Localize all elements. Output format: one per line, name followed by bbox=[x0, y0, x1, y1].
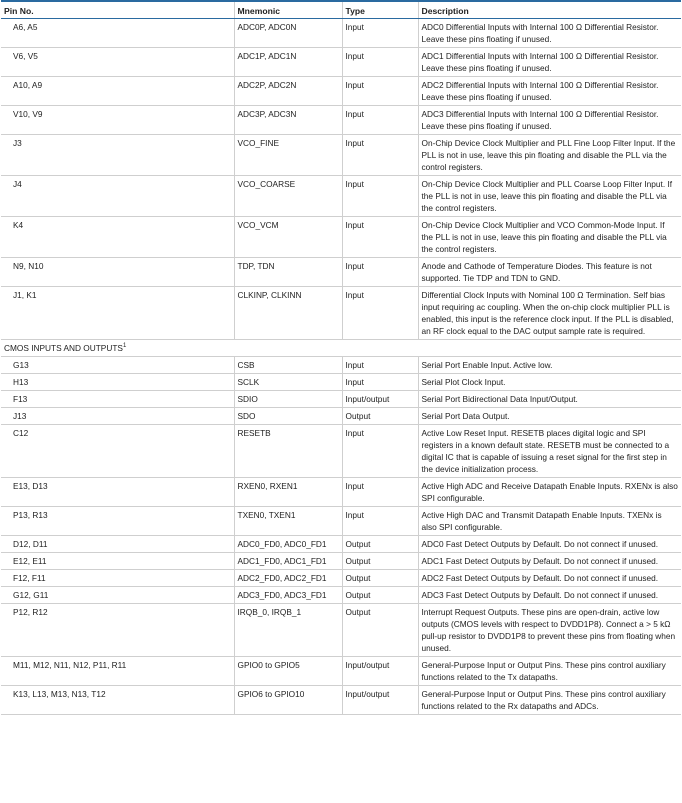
pin-cell: F13 bbox=[1, 391, 234, 408]
type-cell: Output bbox=[342, 536, 418, 553]
header-pin-no: Pin No. bbox=[1, 1, 234, 19]
section-footnote: 1 bbox=[122, 343, 127, 349]
type-cell: Input bbox=[342, 357, 418, 374]
mnemonic-cell: SCLK bbox=[234, 374, 342, 391]
type-cell: Input/output bbox=[342, 391, 418, 408]
mnemonic-cell: VCO_FINE bbox=[234, 135, 342, 176]
mnemonic-cell: ADC1P, ADC1N bbox=[234, 48, 342, 77]
table-row bbox=[1, 686, 681, 715]
table-row bbox=[1, 391, 681, 408]
type-cell: Input/output bbox=[342, 686, 418, 715]
table-row bbox=[1, 374, 681, 391]
mnemonic-cell: TXEN0, TXEN1 bbox=[234, 507, 342, 536]
description-cell: ADC3 Fast Detect Outputs by Default. Do not connect if unused. bbox=[418, 587, 681, 604]
mnemonic-cell: RXEN0, RXEN1 bbox=[234, 478, 342, 507]
pin-cell: K4 bbox=[1, 217, 234, 258]
description-cell: ADC3 Differential Inputs with Internal 100 Ω Differential Resistor. Leave these pins floating if unused. bbox=[418, 106, 681, 135]
mnemonic-cell: GPIO0 to GPIO5 bbox=[234, 657, 342, 686]
section-title bbox=[1, 340, 681, 357]
mnemonic-cell: RESETB bbox=[234, 425, 342, 478]
table-row bbox=[1, 478, 681, 507]
table-row bbox=[1, 425, 681, 478]
description-cell: Active High DAC and Transmit Datapath Enable Inputs. TXENx is also SPI configurable. bbox=[418, 507, 681, 536]
description-cell: On-Chip Device Clock Multiplier and PLL Coarse Loop Filter Input. If the PLL is not in use, leave this pin floating and disable the PLL via the control registers. bbox=[418, 176, 681, 217]
table-row bbox=[1, 106, 681, 135]
type-cell: Input bbox=[342, 19, 418, 48]
type-cell: Input bbox=[342, 77, 418, 106]
table-row bbox=[1, 587, 681, 604]
table-row bbox=[1, 48, 681, 77]
type-cell: Output bbox=[342, 604, 418, 657]
pin-cell: A6, A5 bbox=[1, 19, 234, 48]
mnemonic-cell: IRQB_0, IRQB_1 bbox=[234, 604, 342, 657]
section-title-text: CMOS INPUTS AND OUTPUTS bbox=[4, 343, 123, 353]
table-row bbox=[1, 357, 681, 374]
table-row bbox=[1, 217, 681, 258]
type-cell: Input bbox=[342, 258, 418, 287]
pin-cell: V10, V9 bbox=[1, 106, 234, 135]
description-cell: ADC0 Differential Inputs with Internal 100 Ω Differential Resistor. Leave these pins floating if unused. bbox=[418, 19, 681, 48]
table-row bbox=[1, 604, 681, 657]
description-cell: Active High ADC and Receive Datapath Enable Inputs. RXENx is also SPI configurable. bbox=[418, 478, 681, 507]
description-cell: Serial Port Enable Input. Active low. bbox=[418, 357, 681, 374]
description-cell: ADC2 Fast Detect Outputs by Default. Do not connect if unused. bbox=[418, 570, 681, 587]
pin-cell: D12, D11 bbox=[1, 536, 234, 553]
pin-cell: E12, E11 bbox=[1, 553, 234, 570]
description-cell: ADC1 Differential Inputs with Internal 100 Ω Differential Resistor. Leave these pins floating if unused. bbox=[418, 48, 681, 77]
type-cell: Output bbox=[342, 587, 418, 604]
pin-cell: H13 bbox=[1, 374, 234, 391]
table-row bbox=[1, 287, 681, 340]
analog-rows bbox=[1, 19, 681, 340]
type-cell: Input bbox=[342, 176, 418, 217]
pin-cell: C12 bbox=[1, 425, 234, 478]
description-cell: On-Chip Device Clock Multiplier and PLL Fine Loop Filter Input. If the PLL is not in use, leave this pin floating and disable the PLL via the control registers. bbox=[418, 135, 681, 176]
pin-cell: N9, N10 bbox=[1, 258, 234, 287]
table-row bbox=[1, 553, 681, 570]
mnemonic-cell: ADC1_FD0, ADC1_FD1 bbox=[234, 553, 342, 570]
pin-cell: P13, R13 bbox=[1, 507, 234, 536]
pin-cell: P12, R12 bbox=[1, 604, 234, 657]
table-row bbox=[1, 408, 681, 425]
description-cell: Differential Clock Inputs with Nominal 100 Ω Termination. Self bias input requiring ac coupling. When the on-chip clock multiplier PLL is enabled, this input is the reference clock input. If the PLL is disabled, an RF clock equal to the DAC output sample rate is required. bbox=[418, 287, 681, 340]
table-row bbox=[1, 135, 681, 176]
pin-cell: E13, D13 bbox=[1, 478, 234, 507]
table-row bbox=[1, 507, 681, 536]
table-row bbox=[1, 19, 681, 48]
pin-cell: K13, L13, M13, N13, T12 bbox=[1, 686, 234, 715]
mnemonic-cell: ADC0P, ADC0N bbox=[234, 19, 342, 48]
table-row bbox=[1, 657, 681, 686]
pin-cell: J4 bbox=[1, 176, 234, 217]
description-cell: Interrupt Request Outputs. These pins are open-drain, active low outputs (CMOS levels with respect to DVDD1P8). Connect a > 5 kΩ pull-up resistor to DVDD1P8 to prevent these pins from floating when unused. bbox=[418, 604, 681, 657]
mnemonic-cell: SDIO bbox=[234, 391, 342, 408]
mnemonic-cell: ADC2_FD0, ADC2_FD1 bbox=[234, 570, 342, 587]
pin-function-table bbox=[1, 0, 681, 715]
type-cell: Output bbox=[342, 553, 418, 570]
mnemonic-cell: GPIO6 to GPIO10 bbox=[234, 686, 342, 715]
mnemonic-cell: VCO_VCM bbox=[234, 217, 342, 258]
mnemonic-cell: ADC3P, ADC3N bbox=[234, 106, 342, 135]
section-row-cmos bbox=[1, 340, 681, 357]
cmos-rows bbox=[1, 357, 681, 715]
type-cell: Input bbox=[342, 374, 418, 391]
type-cell: Input bbox=[342, 48, 418, 77]
type-cell: Input bbox=[342, 106, 418, 135]
type-cell: Input bbox=[342, 287, 418, 340]
table-header-row bbox=[1, 1, 681, 19]
type-cell: Input bbox=[342, 135, 418, 176]
mnemonic-cell: ADC3_FD0, ADC3_FD1 bbox=[234, 587, 342, 604]
description-cell: General-Purpose Input or Output Pins. These pins control auxiliary functions related to the Rx datapaths and ADCs. bbox=[418, 686, 681, 715]
mnemonic-cell: ADC2P, ADC2N bbox=[234, 77, 342, 106]
table-row bbox=[1, 570, 681, 587]
mnemonic-cell: ADC0_FD0, ADC0_FD1 bbox=[234, 536, 342, 553]
description-cell: Active Low Reset Input. RESETB places digital logic and SPI registers in a known default state. RESETB must be connected to a digital IC that is capable of issuing a reset signal for the first step in the device initialization process. bbox=[418, 425, 681, 478]
type-cell: Output bbox=[342, 408, 418, 425]
table-row bbox=[1, 536, 681, 553]
pin-cell: J3 bbox=[1, 135, 234, 176]
type-cell: Input bbox=[342, 217, 418, 258]
pin-cell: G12, G11 bbox=[1, 587, 234, 604]
header-mnemonic: Mnemonic bbox=[234, 1, 342, 19]
description-cell: Serial Port Data Output. bbox=[418, 408, 681, 425]
header-type: Type bbox=[342, 1, 418, 19]
description-cell: ADC2 Differential Inputs with Internal 100 Ω Differential Resistor. Leave these pins floating if unused. bbox=[418, 77, 681, 106]
type-cell: Input bbox=[342, 507, 418, 536]
description-cell: Serial Port Bidirectional Data Input/Output. bbox=[418, 391, 681, 408]
pin-cell: V6, V5 bbox=[1, 48, 234, 77]
description-cell: General-Purpose Input or Output Pins. These pins control auxiliary functions related to the Tx datapaths. bbox=[418, 657, 681, 686]
type-cell: Input/output bbox=[342, 657, 418, 686]
mnemonic-cell: CLKINP, CLKINN bbox=[234, 287, 342, 340]
mnemonic-cell: SDO bbox=[234, 408, 342, 425]
table-row bbox=[1, 258, 681, 287]
pin-cell: J1, K1 bbox=[1, 287, 234, 340]
pin-cell: J13 bbox=[1, 408, 234, 425]
header-description: Description bbox=[418, 1, 681, 19]
type-cell: Input bbox=[342, 425, 418, 478]
pin-cell: F12, F11 bbox=[1, 570, 234, 587]
description-cell: ADC1 Fast Detect Outputs by Default. Do not connect if unused. bbox=[418, 553, 681, 570]
pin-cell: G13 bbox=[1, 357, 234, 374]
table-row bbox=[1, 176, 681, 217]
pin-cell: A10, A9 bbox=[1, 77, 234, 106]
description-cell: On-Chip Device Clock Multiplier and VCO Common-Mode Input. If the PLL is not in use, leave this pin floating and disable the PLL via the control registers. bbox=[418, 217, 681, 258]
table-row bbox=[1, 77, 681, 106]
mnemonic-cell: VCO_COARSE bbox=[234, 176, 342, 217]
description-cell: Anode and Cathode of Temperature Diodes. This feature is not supported. Tie TDP and TDN to GND. bbox=[418, 258, 681, 287]
mnemonic-cell: TDP, TDN bbox=[234, 258, 342, 287]
type-cell: Input bbox=[342, 478, 418, 507]
pin-cell: M11, M12, N11, N12, P11, R11 bbox=[1, 657, 234, 686]
description-cell: ADC0 Fast Detect Outputs by Default. Do not connect if unused. bbox=[418, 536, 681, 553]
description-cell: Serial Plot Clock Input. bbox=[418, 374, 681, 391]
mnemonic-cell: CSB bbox=[234, 357, 342, 374]
type-cell: Output bbox=[342, 570, 418, 587]
